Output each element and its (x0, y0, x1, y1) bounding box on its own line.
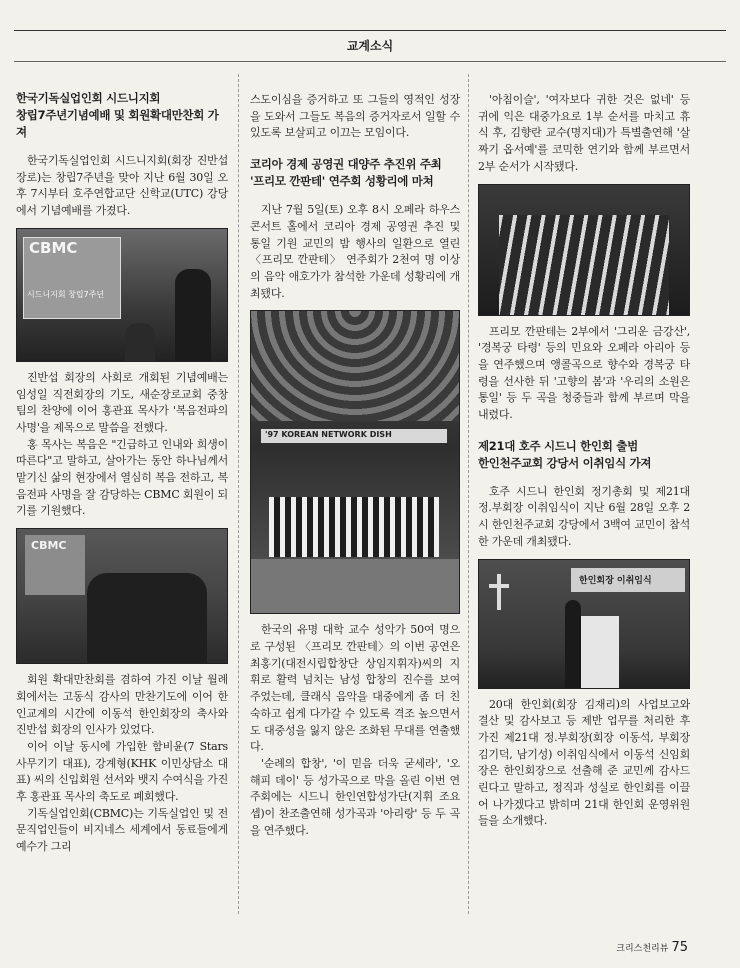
headline-line: '프리모 깐판테' 연주회 성황리에 마쳐 (250, 174, 434, 189)
photo-people (87, 573, 207, 663)
paragraph: 기독실업인회(CBMC)는 기독실업인 및 전문직업인들이 비지네스 세계에서 동료들에게 예수가 그리 (16, 806, 228, 854)
section-header (14, 30, 726, 62)
magazine-name: 크리스천리뷰 (616, 944, 669, 954)
headline-line: 제21대 호주 시드니 한인회 출범 (478, 438, 638, 453)
photo-cbmc-ceremony (16, 228, 228, 362)
paragraph: 지난 7월 5일(토) 오후 8시 오페라 하우스 콘서트 홀에서 코리아 경제 공영권 추진 및 통일 기원 교민의 밤 행사의 일환으로 열린 〈프리모 깐판테〉 연주회가 2천여 명 이상의 음악 애호가가 참석한 가운데 성황리에 개최됐다. (250, 203, 460, 300)
photo-inauguration (478, 559, 690, 689)
paragraph: 회원 확대만찬회를 겸하여 가진 이날 월례회에서는 고동식 감사의 만찬기도에 이어 한인교계의 시간에 이동석 한인회장의 축사와 진반섭 회장의 인사가 있었다. (16, 673, 228, 737)
column-divider (468, 74, 469, 914)
paragraph: 한국기독실업인회 시드니지회(회장 진반섭 장로)는 창립7주년을 맞아 지난 6월 30일 오후 7시부터 호주연합교단 신학교(UTC) 강당에서 기념예배를 가졌다. (16, 154, 228, 218)
paragraph: '아침이슬', '여자보다 귀한 것은 없네' 등 귀에 익은 대중가요로 1부 순서를 마치고 휴식 후, 김향란 교수(명지대)가 특별출연해 '살짜기 옵서예'를 코믹한 연기와 함께 부르면서 2부 순서가 시작됐다. (478, 93, 690, 173)
paragraph: 호주 시드니 한인회 정기총회 및 제21대 정.부회장 이취임식이 지난 6월 28일 오후 2시 한인천주교회 강당에서 3백여 교민이 참석한 가운데 개최됐다. (478, 484, 690, 548)
photo-cbmc-dinner (16, 528, 228, 664)
article-headline (478, 438, 690, 472)
paragraph: 한국의 유명 대학 교수 성악가 50여 명으로 구성된 〈프리모 깐판테〉의 이번 공연은 최홍기(대전시립합창단 상임지휘자)씨의 지휘로 활력 넘치는 남성 합창의 진수를 보여 주었는데, 클래식 음악을 대중에게 좀 더 친숙하고 쉽게 다가갈 수 있도록 격조 높으면서도 대중성을 잃지 않은 조화된 무대를 연출했다. (250, 623, 460, 754)
page-number: 75 (671, 940, 688, 955)
photo-concert-stage (250, 310, 460, 614)
photo-sign-text: CBMC (29, 238, 78, 257)
article-headline (250, 156, 460, 190)
photo-person (125, 323, 155, 361)
article-headline (16, 90, 228, 141)
photo-banner-text: 한인회장 이취임식 (579, 575, 652, 586)
photo-stage (251, 559, 459, 613)
photo-banner-text: 시드니지회 창립7주년 (27, 289, 105, 299)
photo-cross (497, 574, 501, 610)
headline-line: 한국기독실업인회 시드니지회 (16, 91, 161, 105)
page-footer (616, 936, 688, 955)
photo-banner-text: '97 KOREAN NETWORK DISH (265, 430, 392, 440)
paragraph: 진반섭 회장의 사회로 개회된 기념예배는 임성일 직전회장의 기도, 새순장로교회 중창팀의 찬양에 이어 홍관표 목사가 '복음전파의 사명'을 제목으로 말씀을 전했다. (16, 370, 228, 434)
column-1 (16, 78, 228, 856)
paragraph: 홍 목사는 복음은 "긴급하고 인내와 희생이 따른다"고 말하고, 살아가는 동안 하나님께서 맡기신 삶의 현장에서 열심히 복음 전하고, 복음전파 사명을 잘 감당하는 CBMC 회원이 되기를 기원했다. (16, 437, 228, 518)
headline-line: 한인천주교회 강당서 이취임식 가져 (478, 455, 652, 470)
column-3 (478, 92, 690, 830)
paragraph: 스도이심을 증거하고 또 그들의 영적인 성장을 도와서 그들도 복음의 증거자로서 일할 수 있도록 보살피고 이끄는 모임이다. (250, 93, 460, 140)
paragraph: '순례의 합창', '이 믿음 더욱 굳세라', '오 해피 데이' 등 성가곡으로 막을 올린 이번 연주회에는 시드니 한인연합성가단(지휘 조요셉)이 찬조출연해 성가곡과 '아리랑' 등 두 곡을 연주했다. (250, 756, 460, 837)
photo-person (175, 269, 211, 361)
column-divider (238, 74, 239, 914)
paragraph: 프리모 깐판테는 2부에서 '그리운 금강산', '경복궁 타령' 등의 민요와 오페라 아리아 등을 연주했으며 앵콜곡으로 향수와 경복궁 타령을 선사한 뒤 '고향의 봄'과 '우리의 소원은 통일' 등 두 곡을 청중들과 함께 부르며 막을 내렸다. (478, 324, 690, 422)
section-title: 교계소식 (346, 39, 394, 53)
photo-person (565, 600, 581, 688)
photo-soprano-performance (478, 184, 690, 316)
photo-cross (489, 584, 509, 588)
photo-sign-text: CBMC (31, 539, 67, 553)
photo-performers (499, 215, 669, 315)
headline-line: 창립7주년기념예배 및 회원확대만찬회 가져 (16, 108, 219, 139)
paragraph: 20대 한인회(회장 김재리)의 사업보고와 결산 및 감사보고 등 제반 업무를 처리한 후 가진 제21대 정.부회장(회장 이동석, 부회장 김기덕, 남기성) 이취임식에서 이동석 신임회장은 한인회장으로 선출해 준 교민께 감사드린다고 말하고, 정직과 성실로 한인회를 이끌어 나가겠다고 밝히며 21대 한인회 운영위원들을 소개했다. (478, 697, 690, 828)
paragraph: 이어 이날 동시에 가입한 함비윤(7 Stars 사무기기 대표), 강계형(KHK 이민상담소 대표) 씨의 신입회원 선서와 뱃지 수여식을 가진 후 홍관표 목사의 축도로 폐회했다. (16, 739, 228, 804)
headline-line: 코리아 경제 공영권 대양주 추진위 주최 (250, 157, 442, 172)
column-2 (250, 92, 460, 839)
photo-podium (579, 616, 619, 688)
photo-choir (269, 497, 439, 557)
photo-ceiling-lights (251, 311, 459, 421)
